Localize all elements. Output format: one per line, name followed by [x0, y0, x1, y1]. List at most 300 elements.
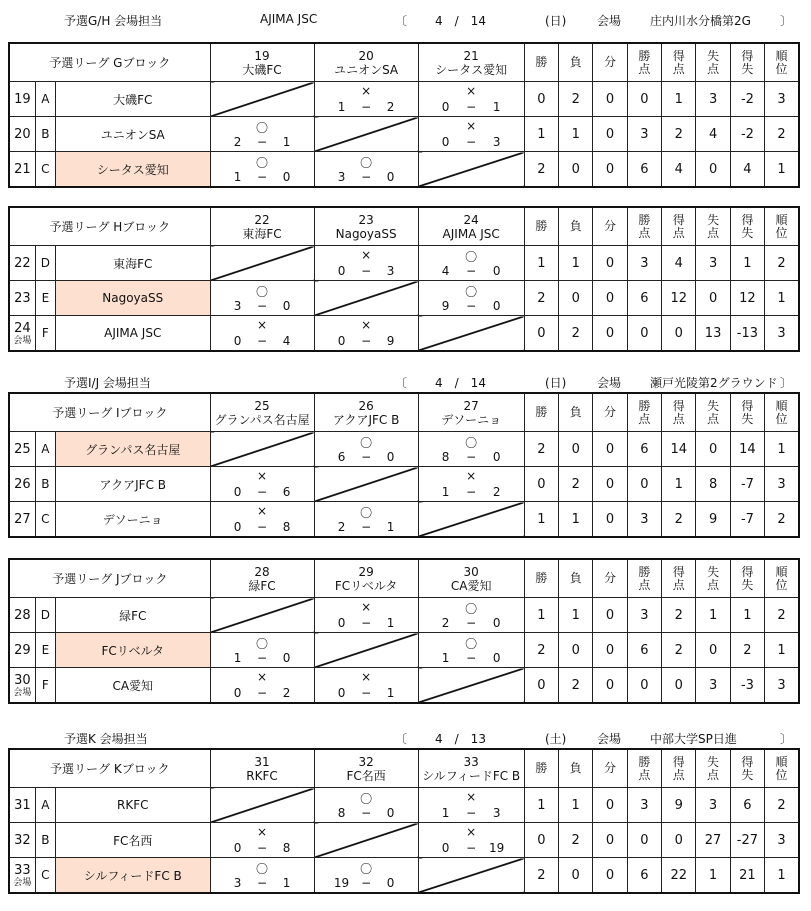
league-grid: [8, 748, 800, 894]
team-number-cell: [9, 152, 35, 188]
score: [211, 135, 314, 149]
stat-header-text: 失: [707, 212, 720, 227]
stat-value: 13: [696, 316, 730, 352]
stat-header-text: 点: [638, 411, 651, 426]
stat-value: -13: [730, 316, 764, 352]
result-mark: 〇: [256, 156, 269, 170]
score-for: 0: [441, 135, 450, 149]
table-row: [9, 316, 799, 352]
stat-value: 1: [765, 432, 799, 467]
score: [419, 485, 524, 499]
stat-value: 4: [662, 152, 696, 188]
stat-value: 12: [730, 281, 764, 316]
stat-header: [696, 749, 730, 788]
stat-value: 0: [593, 633, 627, 668]
stat-value: 2: [662, 598, 696, 633]
match-result-cell: [210, 668, 314, 704]
stat-value: 3: [696, 246, 730, 281]
stat-value: 2: [765, 117, 799, 152]
stat-value: 0: [593, 788, 627, 823]
result-mark: ×: [466, 825, 477, 839]
stat-header-text: 負: [569, 761, 582, 775]
team-number-cell: [9, 788, 35, 823]
header-date: 4 / 13: [435, 732, 486, 746]
result-mark: ×: [361, 318, 372, 332]
score: [419, 299, 524, 313]
score-for: 3: [233, 876, 242, 890]
result-mark: 〇: [360, 156, 373, 170]
score-against: 0: [386, 876, 395, 890]
stat-value: 2: [765, 598, 799, 633]
stat-header-text: 分: [604, 405, 617, 419]
score-for: 1: [337, 100, 346, 114]
header-date: 4 / 14: [435, 376, 486, 390]
score-against: 0: [282, 299, 291, 313]
score-for: 4: [441, 264, 450, 278]
stat-value: 2: [765, 246, 799, 281]
team-name: シルフィードFC B: [422, 768, 521, 783]
stat-value: 1: [524, 598, 558, 633]
stat-value: 3: [627, 246, 661, 281]
result-mark: 〇: [360, 792, 373, 806]
stat-header: [730, 559, 764, 598]
team-number: 26: [358, 398, 374, 413]
score-dash: −: [257, 841, 268, 855]
match-result-cell: [314, 246, 418, 281]
stat-header-text: 得: [741, 48, 754, 63]
stat-value: 0: [524, 316, 558, 352]
score-against: 1: [386, 520, 395, 534]
score-for: 0: [337, 264, 346, 278]
stat-value: 2: [662, 117, 696, 152]
score: [315, 876, 418, 890]
match-result-cell: [210, 152, 314, 188]
stat-value: 2: [524, 858, 558, 894]
team-letter: A: [35, 432, 55, 467]
stat-header-text: 勝: [535, 405, 548, 419]
stat-header: [559, 749, 593, 788]
stat-header-text: 失: [707, 754, 720, 769]
team-name: 東海FC: [55, 246, 210, 281]
team-name: RKFC: [246, 768, 278, 783]
header-venue: 瀬戸光陵第2グラウンド: [650, 376, 778, 390]
result-mark: ×: [361, 84, 372, 98]
score-dash: −: [466, 450, 477, 464]
score-against: 0: [386, 806, 395, 820]
stat-header-text: 分: [604, 571, 617, 585]
match-result-cell: [210, 117, 314, 152]
stat-header-text: 失: [741, 61, 754, 76]
team-letter: C: [35, 152, 55, 188]
team-letter: A: [35, 788, 55, 823]
stat-header-text: 点: [672, 767, 685, 782]
result-mark: ×: [257, 469, 268, 483]
team-name: デソーニョ: [55, 502, 210, 538]
score-against: 8: [282, 841, 291, 855]
stat-header-text: 失: [707, 564, 720, 579]
score-dash: −: [257, 876, 268, 890]
stat-value: 1: [559, 502, 593, 538]
stat-header: [662, 207, 696, 246]
column-team-header: [210, 749, 314, 788]
stat-value: 6: [627, 281, 661, 316]
stat-value: -2: [730, 82, 764, 117]
score-dash: −: [466, 135, 477, 149]
stat-value: 2: [524, 432, 558, 467]
stat-header-text: 点: [672, 225, 685, 240]
score: [419, 806, 524, 820]
table-row: [9, 82, 799, 117]
stat-value: 2: [765, 502, 799, 538]
stat-header-text: 失: [741, 411, 754, 426]
score-against: 3: [492, 135, 501, 149]
team-letter: B: [35, 823, 55, 858]
result-mark: ×: [257, 825, 268, 839]
score: [315, 520, 418, 534]
table-row: [9, 858, 799, 894]
match-result-cell: [314, 432, 418, 467]
self-match-cell: [210, 788, 314, 823]
score-against: 0: [386, 450, 395, 464]
stat-value: 1: [730, 598, 764, 633]
column-team-header: [418, 207, 524, 246]
self-match-cell: [210, 598, 314, 633]
header-dow: (日): [545, 14, 567, 28]
score: [315, 686, 418, 700]
match-result-cell: [210, 281, 314, 316]
stat-header-text: 順: [775, 398, 788, 413]
result-mark: 〇: [465, 637, 478, 651]
stat-value: 0: [524, 467, 558, 502]
score: [419, 264, 524, 278]
score-for: 0: [233, 841, 242, 855]
team-letter: C: [35, 502, 55, 538]
team-number: 27: [14, 511, 31, 527]
score-for: 0: [337, 686, 346, 700]
stat-value: 1: [559, 246, 593, 281]
result-mark: ×: [466, 469, 477, 483]
team-number: 33: [463, 754, 479, 769]
score-for: 0: [233, 334, 242, 348]
match-result-cell: [314, 858, 418, 894]
stat-value: 3: [765, 82, 799, 117]
venue-badge: 会場: [13, 877, 32, 888]
stat-header-text: 順: [775, 212, 788, 227]
team-number: 29: [14, 642, 31, 658]
table-row: [9, 281, 799, 316]
stat-header-text: 勝: [638, 754, 651, 769]
stat-header: [627, 43, 661, 82]
team-letter: F: [35, 668, 55, 704]
team-name: FC名西: [55, 823, 210, 858]
score-dash: −: [257, 135, 268, 149]
score: [211, 485, 314, 499]
result-mark: 〇: [256, 862, 269, 876]
stat-value: 0: [593, 823, 627, 858]
stat-value: 0: [559, 281, 593, 316]
stat-value: -7: [730, 502, 764, 538]
stat-value: 14: [730, 432, 764, 467]
score-against: 0: [492, 450, 501, 464]
stat-header: [524, 749, 558, 788]
score-for: 0: [233, 520, 242, 534]
score: [315, 334, 418, 348]
header-venue: 庄内川水分橋第2G: [650, 14, 751, 28]
stat-header-text: 点: [638, 767, 651, 782]
stat-value: 0: [696, 633, 730, 668]
stat-header-text: 分: [604, 55, 617, 69]
stat-header-text: 点: [638, 225, 651, 240]
stat-header-text: 得: [741, 564, 754, 579]
result-mark: 〇: [465, 285, 478, 299]
stat-value: 2: [524, 152, 558, 188]
stat-value: 1: [524, 246, 558, 281]
score-against: 1: [386, 686, 395, 700]
team-name: AJIMA JSC: [442, 226, 500, 241]
team-number-cell: [9, 467, 35, 502]
stat-header: [730, 393, 764, 432]
score-against: 9: [386, 334, 395, 348]
team-number: 20: [14, 126, 31, 142]
stat-header: [765, 559, 799, 598]
score-against: 6: [282, 485, 291, 499]
stat-value: 0: [662, 823, 696, 858]
team-number: 31: [14, 797, 31, 813]
table-row: [9, 633, 799, 668]
section: [0, 728, 811, 890]
team-name: シルフィードFC B: [55, 858, 210, 894]
stat-header: [696, 393, 730, 432]
score-dash: −: [466, 841, 477, 855]
result-mark: ×: [257, 318, 268, 332]
match-result-cell: [314, 668, 418, 704]
stat-value: 0: [593, 502, 627, 538]
stat-value: 0: [559, 858, 593, 894]
team-letter: C: [35, 858, 55, 894]
league-grid: [8, 558, 800, 704]
team-number-cell: [9, 246, 35, 281]
stat-header-text: 勝: [535, 219, 548, 233]
team-number-cell: [9, 823, 35, 858]
stat-header-text: 位: [775, 225, 788, 240]
stat-value: 0: [662, 668, 696, 704]
stat-header-text: 負: [569, 405, 582, 419]
team-number: 19: [14, 91, 31, 107]
stat-value: 2: [730, 633, 764, 668]
match-result-cell: [314, 82, 418, 117]
header-venue-label: 会場: [597, 14, 622, 28]
score: [315, 100, 418, 114]
score: [211, 686, 314, 700]
stat-value: -7: [730, 467, 764, 502]
team-name: ユニオンSA: [334, 62, 399, 77]
score-dash: −: [257, 651, 268, 665]
stat-header: [593, 559, 627, 598]
score-for: 1: [441, 651, 450, 665]
stat-value: 0: [627, 316, 661, 352]
result-mark: 〇: [360, 506, 373, 520]
table-row: [9, 788, 799, 823]
stat-header-text: 位: [775, 767, 788, 782]
team-name: シータス愛知: [55, 152, 210, 188]
stat-header-text: 負: [569, 55, 582, 69]
score-for: 19: [333, 876, 350, 890]
stat-header-text: 分: [604, 219, 617, 233]
section-header: [0, 728, 811, 748]
team-number: 33: [14, 862, 31, 878]
table-row: [9, 246, 799, 281]
stat-value: 0: [627, 82, 661, 117]
self-match-cell: [314, 467, 418, 502]
score-against: 1: [492, 100, 501, 114]
stat-header-text: 勝: [638, 212, 651, 227]
stat-header: [662, 393, 696, 432]
stat-value: 0: [593, 152, 627, 188]
match-result-cell: [210, 633, 314, 668]
section: [0, 10, 811, 348]
stat-header-text: 点: [707, 577, 720, 592]
stat-header-text: 順: [775, 564, 788, 579]
team-number: 21: [14, 161, 31, 177]
team-number-cell: [9, 432, 35, 467]
score-dash: −: [257, 334, 268, 348]
column-team-header: [314, 207, 418, 246]
stat-value: 3: [696, 82, 730, 117]
score-against: 2: [492, 485, 501, 499]
score-for: 0: [441, 841, 450, 855]
table-row: [9, 152, 799, 188]
score-dash: −: [257, 170, 268, 184]
stat-value: 2: [559, 668, 593, 704]
match-result-cell: [418, 788, 524, 823]
stat-value: 2: [559, 316, 593, 352]
stat-header-text: 得: [672, 48, 685, 63]
team-letter: F: [35, 316, 55, 352]
self-match-cell: [314, 633, 418, 668]
self-match-cell: [418, 502, 524, 538]
team-number: 25: [254, 398, 270, 413]
stat-value: 1: [662, 82, 696, 117]
stat-header-text: 順: [775, 48, 788, 63]
team-number: 21: [463, 48, 479, 63]
stat-value: 0: [662, 316, 696, 352]
score-against: 2: [386, 100, 395, 114]
table-row: [9, 668, 799, 704]
score-against: 1: [282, 876, 291, 890]
stat-header: [559, 43, 593, 82]
score-for: 9: [441, 299, 450, 313]
team-number: 20: [358, 48, 374, 63]
team-number: 25: [14, 441, 31, 457]
team-number-cell: [9, 858, 35, 894]
team-number: 32: [358, 754, 374, 769]
stat-value: 9: [696, 502, 730, 538]
stat-value: 3: [627, 788, 661, 823]
stat-value: 3: [765, 316, 799, 352]
score: [315, 616, 418, 630]
stat-value: 0: [524, 82, 558, 117]
team-number-cell: [9, 633, 35, 668]
match-result-cell: [210, 823, 314, 858]
stat-value: -3: [730, 668, 764, 704]
stat-value: -27: [730, 823, 764, 858]
column-team-header: [418, 559, 524, 598]
stat-header: [765, 393, 799, 432]
score: [315, 450, 418, 464]
stat-value: 27: [696, 823, 730, 858]
team-name: グランパス名古屋: [55, 432, 210, 467]
stat-value: 0: [593, 467, 627, 502]
score: [211, 170, 314, 184]
stat-value: 3: [765, 467, 799, 502]
score-dash: −: [257, 485, 268, 499]
stat-header-text: 点: [638, 577, 651, 592]
stat-header-text: 得: [741, 754, 754, 769]
venue-badge: 会場: [13, 687, 32, 698]
score-dash: −: [466, 616, 477, 630]
team-number: 28: [254, 564, 270, 579]
team-name: CA愛知: [450, 578, 492, 593]
score-against: 1: [282, 135, 291, 149]
team-number: 27: [463, 398, 479, 413]
table-row: [9, 432, 799, 467]
stat-header: [696, 207, 730, 246]
score-against: 19: [489, 841, 505, 855]
team-name: 緑FC: [248, 578, 276, 593]
score: [419, 450, 524, 464]
header-dow: (日): [545, 376, 567, 390]
team-number: 28: [14, 607, 31, 623]
stat-header-text: 勝: [638, 48, 651, 63]
stat-header: [662, 559, 696, 598]
self-match-cell: [418, 858, 524, 894]
result-mark: 〇: [465, 436, 478, 450]
score: [211, 334, 314, 348]
match-result-cell: [418, 633, 524, 668]
result-mark: 〇: [256, 637, 269, 651]
header-open: 〔: [395, 376, 408, 390]
result-mark: 〇: [465, 250, 478, 264]
score-dash: −: [466, 485, 477, 499]
score-against: 3: [492, 806, 501, 820]
team-letter: E: [35, 281, 55, 316]
stat-value: 14: [662, 432, 696, 467]
stat-value: 0: [593, 281, 627, 316]
stat-value: 6: [627, 633, 661, 668]
stat-header: [627, 749, 661, 788]
score-dash: −: [361, 450, 372, 464]
score: [419, 135, 524, 149]
stat-header-text: 負: [569, 219, 582, 233]
stat-header-text: 点: [672, 61, 685, 76]
table-row: [9, 467, 799, 502]
stat-value: 1: [765, 281, 799, 316]
stat-header-text: 失: [707, 48, 720, 63]
score-for: 2: [337, 520, 346, 534]
stat-value: 1: [730, 246, 764, 281]
score-for: 8: [441, 450, 450, 464]
score-dash: −: [466, 264, 477, 278]
score-for: 1: [233, 651, 242, 665]
score-for: 0: [233, 686, 242, 700]
score-against: 0: [492, 264, 501, 278]
team-name: デソーニョ: [441, 412, 502, 427]
team-number: 23: [358, 212, 374, 227]
team-number: 29: [358, 564, 374, 579]
match-result-cell: [418, 82, 524, 117]
team-letter: E: [35, 633, 55, 668]
result-mark: ×: [257, 504, 268, 518]
